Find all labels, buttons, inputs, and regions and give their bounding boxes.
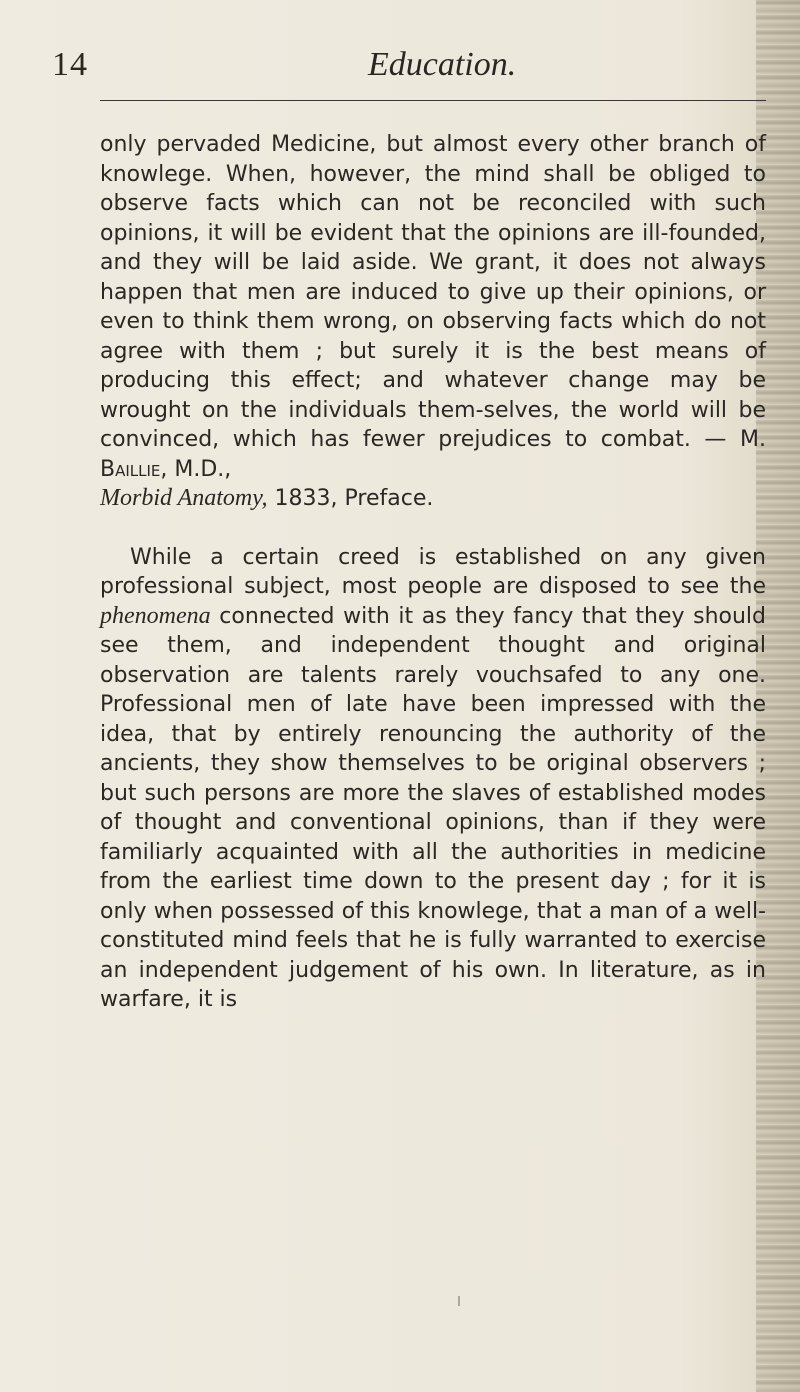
main-paragraph (100, 543, 766, 1015)
quote-year: 1833, Preface. (267, 486, 434, 511)
body-text (100, 130, 766, 1015)
quote-paragraph (100, 130, 766, 514)
paragraph-start: While a certain creed is established on any given professional subject, most people are disposed to see the (100, 544, 766, 599)
page-header (0, 46, 800, 96)
header-rule (100, 100, 766, 101)
quote-author: M. Baillie, M.D., (100, 427, 766, 482)
quote-text: only pervaded Medicine, but almost every other branch of knowlege. When, however, the mind shall be obliged to observe facts which can not be reconciled with such opinions, it will be evident that the opinions are ill-founded, and they will be laid aside. We grant, it does not always happen that men are induced to give up their opinions, or even to think them wrong, on observing facts which do not agree with them ; but surely it is the best means of producing this effect; and whatever change may be wrought on the individuals them-selves, the world will be convinced, which has fewer prejudices to combat. — (100, 132, 766, 452)
paragraph-emphasis: phenomena (100, 602, 211, 629)
page-number: 14 (52, 46, 88, 83)
quote-work: Morbid Anatomy, (100, 485, 268, 511)
running-title: Education. (368, 46, 517, 83)
page-speck (458, 1296, 460, 1306)
paragraph-rest: connected with it as they fancy that they should see them, and independent thought and original observation are talents rarely vouchsafed to any one. Professional men of late have been impressed with the idea, that by entirely renouncing the authority of the ancients, they show themselves to be original observers ; but such persons are more the slaves of established modes of thought and conventional opinions, than if they were familiarly acquainted with all the authorities in medicine from the earliest time down to the present day ; for it is only when possessed of this knowlege, that a man of a well-constituted mind feels that he is fully warranted to exercise an independent judgement of his own. In literature, as in warfare, it is (100, 603, 766, 1012)
